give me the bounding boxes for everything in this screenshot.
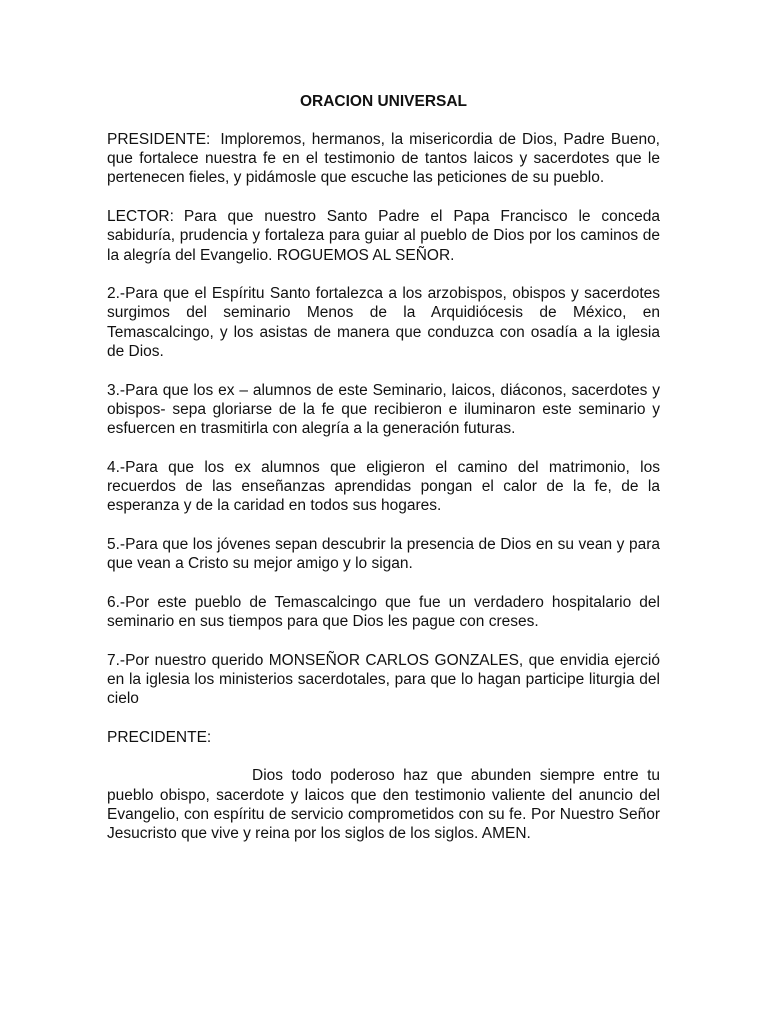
paragraph-presidente <box>107 130 660 188</box>
petition-4: 4.-Para que los ex alumnos que eligieron el camino del matrimonio, los recuerdos de las enseñanzas aprendidas pongan el calor de la fe, de la esperanza y de la caridad en todos sus hogares. <box>107 458 660 515</box>
petition-7: 7.-Por nuestro querido MONSEÑOR CARLOS GONZALES, que envidia ejerció en la iglesia los ministerios sacerdotales, para que lo hagan participe liturgia del cielo <box>107 651 660 707</box>
closing-prayer: Dios todo poderoso haz que abunden siempre entre tu pueblo obispo, sacerdote y laicos que den testimonio valiente del anuncio del Evangelio, con espíritu de servicio comprometidos con su fe. Por Nuestro Señor Jesucristo que vive y reina por los siglos de los siglos. AMEN. <box>107 767 660 842</box>
petition-3: 3.-Para que los ex – alumnos de este Seminario, laicos, diáconos, sacerdotes y obispos- sepa gloriarse de la fe que recibieron e iluminaron este seminario y esfuercen en trasmitirla con alegría a la generación futuras. <box>107 381 660 437</box>
petition-5: 5.-Para que los jóvenes sepan descubrir la presencia de Dios en su vean y para que vean a Cristo su mejor amigo y lo sigan. <box>107 535 660 572</box>
paragraph-lector <box>107 207 660 265</box>
paragraph-lead-lector: LECTOR: <box>107 208 174 226</box>
document-page <box>107 92 660 863</box>
document-title: ORACION UNIVERSAL <box>299 93 468 110</box>
closing-label: PRECIDENTE: <box>107 728 212 746</box>
petition-2: 2.-Para que el Espíritu Santo fortalezca a los arzobispos, obispos y sacerdotes surgimos del seminario Menos de la Arquidiócesis de México, en Temascalcingo, y los asistas de manera que conduzca con osadía a la iglesia de Dios. <box>107 285 660 360</box>
paragraph-text-presidente: Imploremos, hermanos, la misericordia de Dios, Padre Bueno, que fortalece nuestra fe en el testimonio de tantos laicos y sacerdotes que le pertenecen fieles, y pidámosle que escuche las peticiones de su pueblo. <box>107 131 660 187</box>
paragraph-lead-presidente: PRESIDENTE: <box>107 131 211 148</box>
petition-6: 6.-Por este pueblo de Temascalcingo que fue un verdadero hospitalario del seminario en sus tiempos para que Dios les pague con creses. <box>107 593 660 630</box>
paragraph-text-lector: Para que nuestro Santo Padre el Papa Francisco le conceda sabiduría, prudencia y fortaleza para guiar al pueblo de Dios por los caminos de la alegría del Evangelio. ROGUEMOS AL SEÑOR. <box>107 208 660 264</box>
